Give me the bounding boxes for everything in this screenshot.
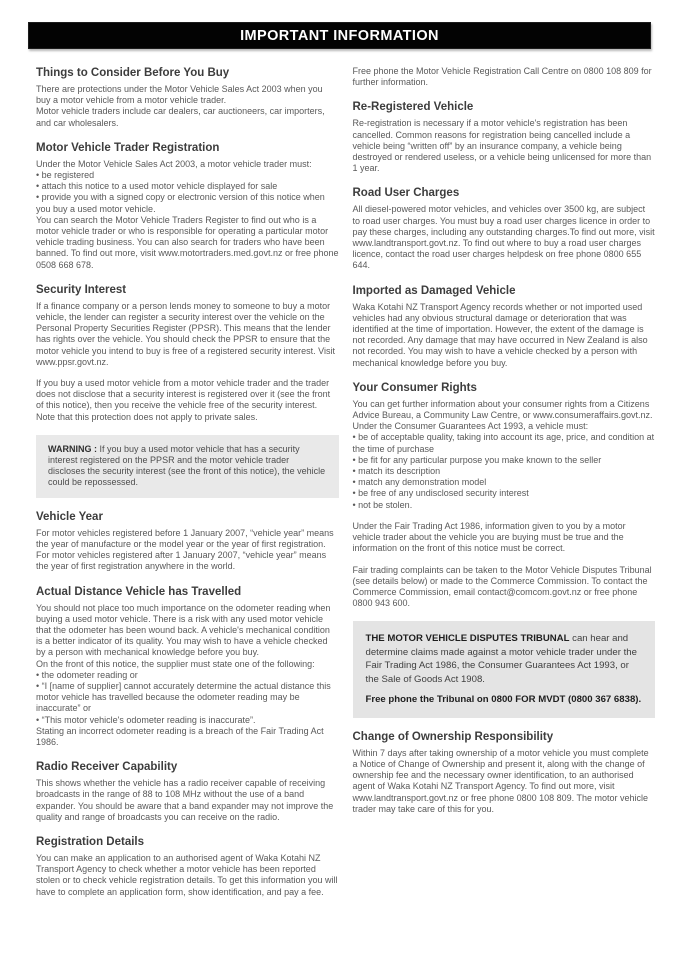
tribunal-box [353,621,656,718]
header-bar [28,22,651,49]
section-re-registered-vehicle [353,100,656,174]
paragraph: You can search the Motor Vehicle Traders Register to find out who is a motor vehicle trader or who is responsible for operating a particular motor vehicle trading business. You can also search for traders who have been banned. To find out more, visit www.motortraders.med.govt.nz or free phone 0508 668 678. [36,214,339,270]
paragraph: Re-registration is necessary if a motor vehicle's registration has been cancelled. Common reasons for registration being cancelled include a vehicle being “written off” by an insurance company, a vehicle being destroyed or rendered useless, or a vehicle being unlicensed for more than 1 year. [352,118,652,174]
warning-box [36,435,339,498]
paragraph: You should not place too much importance on the odometer reading when buying a used motor vehicle. There is a risk with any used motor vehicle that the odometer has been wound back. A vehicle's mechanical condition is a better indicator of its quality. You may wish to have a vehicle checked by a person with mechanical knowledge before you buy. [36,602,331,658]
column-right [353,66,656,898]
paragraph: This shows whether the vehicle has a radio receiver capable of receiving broadcasts in the range of 88 to 108 MHz without the use of a band expander. You should be aware that a band expander may not improve the quality and range of broadcasts you can receive on the radio. [36,778,334,822]
paragraph: Motor vehicle traders include car dealers, car auctioneers, car importers, and car wholesalers. [36,106,325,128]
section-heading: Registration Details [36,835,144,848]
section-imported-damaged [353,284,656,369]
section-heading: Imported as Damaged Vehicle [352,284,516,297]
bullet-item: • provide you with a signed copy or electronic version of this notice when you buy a used motor vehicle. [36,192,325,214]
bullet-item: • be registered [36,170,95,181]
section-consumer-rights [353,381,656,609]
section-security-interest [36,283,339,423]
section-heading: Actual Distance Vehicle has Travelled [36,585,242,598]
tribunal-text [366,632,643,686]
bullet-item: • attach this notice to a used motor vehicle displayed for sale [36,181,278,192]
paragraph: There are protections under the Motor Vehicle Sales Act 2003 when you buy a motor vehicle from a motor vehicle trader. [36,84,323,106]
paragraph: If a finance company or a person lends money to someone to buy a motor vehicle, the lender can register a security interest over the vehicle on the Personal Property Securities Register (PPSR). This means that the lender has rights over the vehicle. You should check the PPSR to ensure that the motor vehicle you intend to buy is free of a registered security interest. Visit www.ppsr.govt.nz. [36,300,335,367]
bullet-item: • be fit for any particular purpose you make known to the seller [352,454,602,465]
section-heading: Motor Vehicle Trader Registration [36,141,220,154]
bullet-item: • not be stolen. [352,499,413,510]
page-title: IMPORTANT INFORMATION [240,27,439,44]
tribunal-body: can hear and determine claims made against a motor vehicle trader under the Fair Trading Act 1986, the Consumer Guarantees Act 1993, or the Sale of Goods Act 1908. [365,633,637,685]
section-heading: Change of Ownership Responsibility [352,730,554,743]
section-heading: Your Consumer Rights [352,381,477,394]
warning-body: If you buy a used motor vehicle that has a security interest registered on the PPSR and the motor vehicle trader discloses the security interest (see the front of this notice), the vehicle could be repossessed. [48,443,326,488]
section-heading: Things to Consider Before You Buy [36,67,230,79]
bullet-item: • “This motor vehicle's odometer reading is inaccurate”. [36,714,256,725]
bullet-item: • be of acceptable quality, taking into account its age, price, and condition at the time of purchase [352,432,655,454]
bullet-item: • be free of any undisclosed security interest [352,488,529,499]
warning-text [48,444,327,489]
bullet-item: • match its description [352,466,441,477]
paragraph: Under the Fair Trading Act 1986, information given to you by a motor vehicle trader about the vehicle you are buying must be true and the information on the front of this notice must be correct. [352,520,626,554]
section-radio-receiver [36,760,339,823]
section-heading: Security Interest [36,283,127,296]
paragraph: Stating an incorrect odometer reading is a breach of the Fair Trading Act 1986. [36,725,324,747]
paragraph: All diesel-powered motor vehicles, and vehicles over 3500 kg, are subject to road user charges. You must buy a road user charges licence in order to pay these charges, including any outstanding charges.To find out more, visit www.landtransport.govt.nz. To find out where to buy a road user charges licence, contact the road user charges helpdesk on free phone 0800 655 644. [352,204,655,271]
section-freephone-continuation [353,66,656,88]
section-heading: Re-Registered Vehicle [352,101,474,114]
paragraph: Within 7 days after taking ownership of a motor vehicle you must complete a Notice of Change of Ownership and present it, along with the change of ownership fee and the necessary owner identification, to an authorised agent of Waka Kotahi NZ Transport Agency. To find out more, visit www.landtransport.govt.nz or free phone 0800 108 809. The motor vehicle trader may take care of this for you. [352,747,649,814]
bullet-item: • match any demonstration model [352,477,487,488]
section-vehicle-year [36,510,339,573]
bullet-item: • “I [name of supplier] cannot accurately determine the actual distance this motor vehicle has travelled because the odometer reading may be inaccurate” or [36,680,331,714]
bullet-item: • the odometer reading or [36,669,138,680]
paragraph: Free phone the Motor Vehicle Registration Call Centre on 0800 108 809 for further information. [352,66,652,88]
paragraph: For motor vehicles registered before 1 January 2007, “vehicle year” means the year of manufacture or the model year or the year of first registration. For motor vehicles registered after 1 January 2007, “vehicle year” means the year of first registration anywhere in the world. [36,527,334,572]
paragraph: Waka Kotahi NZ Transport Agency records whether or not imported used vehicles had any obvious structural damage or deterioration that was identified at the time of importation. However, the extent of the damage is not recorded. Any damage that may have occurred in New Zealand is also not recorded. You may wish to have a vehicle checked by a person with mechanical knowledge before you buy. [352,301,648,368]
tribunal-phone: Free phone the Tribunal on 0800 FOR MVDT (0800 367 6838). [365,694,642,706]
paragraph: Under the Consumer Guarantees Act 1993, a vehicle must: [352,421,589,432]
section-heading: Road User Charges [352,187,460,200]
paragraph: You can get further information about your consumer rights from a Citizens Advice Bureau, a Community Law Centre, or www.consumeraffairs.govt.nz. [352,398,653,421]
paragraph: Fair trading complaints can be taken to the Motor Vehicle Disputes Tribunal (see details below) or made to the Commerce Commission. To contact the Commerce Commission, email contact@comcom.govt.nz or free phone 0800 943 600. [352,564,652,609]
two-column-content [0,49,679,898]
section-trader-registration [36,141,339,271]
section-road-user-charges [353,186,656,271]
section-things-to-consider [36,66,339,129]
section-heading: Radio Receiver Capability [36,761,178,774]
paragraph: You can make an application to an authorised agent of Waka Kotahi NZ Transport Agency to check whether a motor vehicle has been reported stolen or to check vehicle registration details. To get this information you will have to complete an application form, show identification, and pay a fee. [36,852,338,897]
paragraph: If you buy a used motor vehicle from a motor vehicle trader and the trader does not disclose that a security interest is registered over it (see the front of this notice), then you receive the vehicle free of the security interest. Note that this protection does not apply to private sales. [36,378,331,422]
section-heading: Vehicle Year [36,510,103,523]
section-registration-details [36,835,339,898]
column-left [36,66,339,898]
tribunal-label: THE MOTOR VEHICLE DISPUTES TRIBUNAL [365,633,570,645]
section-actual-distance [36,585,339,749]
warning-label: WARNING : [48,443,97,454]
paragraph: On the front of this notice, the supplier must state one of the following: [36,658,315,669]
paragraph: Under the Motor Vehicle Sales Act 2003, a motor vehicle trader must: [36,158,312,169]
section-change-of-ownership [353,730,656,815]
